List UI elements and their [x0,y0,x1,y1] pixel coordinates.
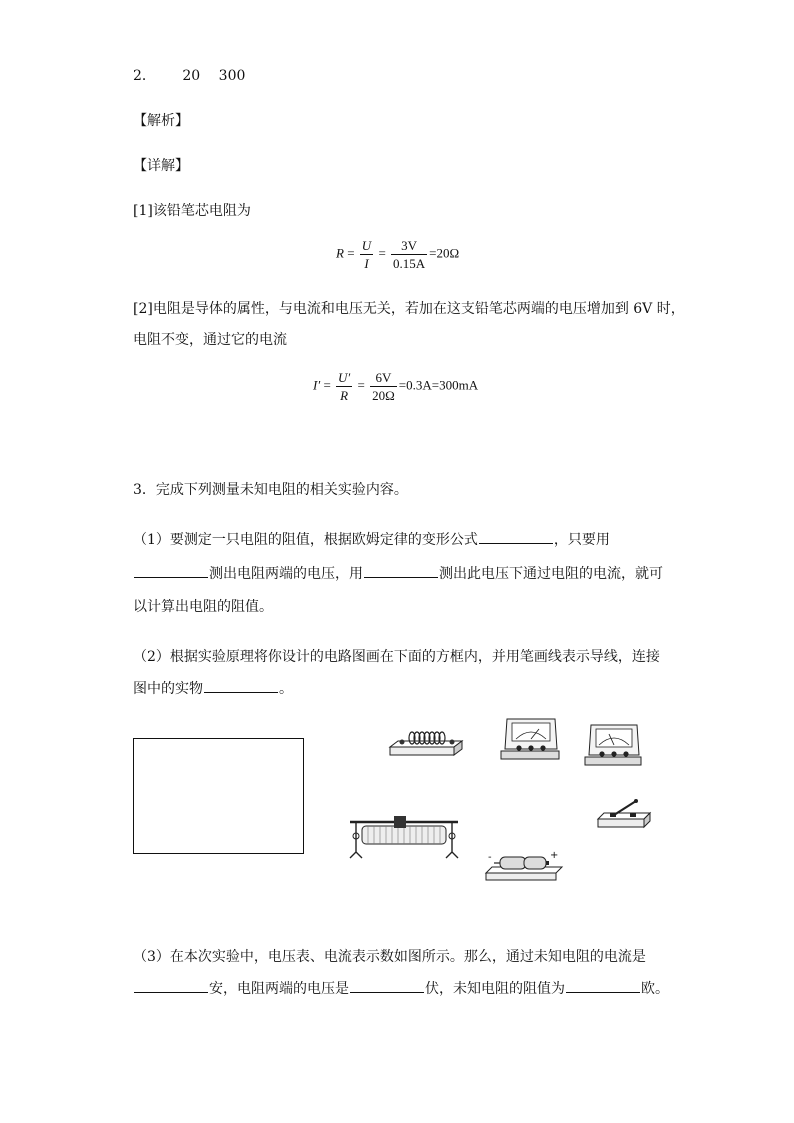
eq1-den-val: 0.15A [393,256,426,271]
answer-value-1: 20 [182,68,201,84]
answer-value-2: 300 [218,68,246,84]
q3-text-c: 欧。 [641,981,669,997]
circuit-diagram-box[interactable] [133,738,304,854]
wiring-blank[interactable] [204,678,278,693]
eq2-lhs: I′ [313,377,321,393]
equation-current: I′ = $\frac{U'}{R}$ = $\frac{6V}{20\Omega}$ =0.3A=300mA [313,370,479,403]
battery-minus-label: - [488,852,492,863]
resistance-value-blank[interactable] [566,978,640,993]
q3-text-b: 伏，未知电阻的阻值为 [425,981,565,997]
q3-text-a: 安，电阻两端的电压是 [209,981,349,997]
eq1-num-sym: U [361,238,372,253]
q2-text-a: 图中的实物 [133,681,203,697]
q3-line-2 [133,978,669,999]
battery-icon [484,849,564,883]
eq2-num-sym: U′ [338,370,351,385]
q2-line-1: （2）根据实验原理将你设计的电路图画在下面的方框内，并用笔画线表示导线，连接 [133,649,660,665]
eq1-result: =20Ω [429,245,460,261]
eq1-num-val: 3V [391,238,427,255]
eq2-result: =0.3A=300mA [398,377,479,393]
eq2-fraction-values [370,370,397,403]
answer-2-line [133,66,245,86]
analysis-label: 【解析】 [133,113,189,129]
eq1-fraction-values [391,238,427,271]
voltage-instrument-blank[interactable] [134,563,208,578]
q3-line-1: （3）在本次实验中，电压表、电流表示数如图所示。那么，通过未知电阻的电流是 [133,949,646,965]
answer-number: 2． [133,68,156,84]
question-3-title: 3．完成下列测量未知电阻的相关实验内容。 [133,482,408,498]
detail-paragraph-2-line-1: [2]电阻是导体的属性，与电流和电压无关，若加在这支铅笔芯两端的电压增加到 6V 时， [133,301,685,317]
eq2-den-sym: R [340,388,349,403]
switch-icon [596,797,652,833]
equation-resistance: R = $\frac{U}{I}$ = $\frac{3V}{0.15A}$ =20Ω [336,238,460,271]
q1-line-1 [133,529,610,550]
q2-text-b: 。 [279,681,293,697]
eq1-fraction-symbols [360,238,373,271]
battery-plus-label: + [550,850,559,861]
eq1-den-sym: I [364,256,369,271]
current-instrument-blank[interactable] [364,563,438,578]
q1-text-d: 测出此电压下通过电阻的电流，就可 [439,566,663,582]
ammeter-icon [583,723,643,769]
voltmeter-icon [499,717,561,763]
eq2-num-val: 6V [370,370,397,387]
detail-paragraph-2-line-2: 电阻不变，通过它的电流 [133,332,287,348]
q1-text-a: （1）要测定一只电阻的阻值，根据欧姆定律的变形公式 [133,532,478,548]
q1-text-c: 测出电阻两端的电压，用 [209,566,363,582]
q1-line-2 [133,563,663,584]
eq1-lhs: R [336,245,344,261]
detail-label: 【详解】 [133,158,189,174]
formula-blank[interactable] [479,529,553,544]
q1-line-3: 以计算出电阻的阻值。 [133,599,273,615]
rheostat-icon [348,812,460,864]
eq2-den-val: 20Ω [372,388,395,403]
eq2-fraction-symbols [336,370,352,403]
current-value-blank[interactable] [134,978,208,993]
detail-paragraph-1: [1]该铅笔芯电阻为 [133,203,251,219]
resistor-coil-icon [388,725,464,761]
voltage-value-blank[interactable] [350,978,424,993]
q2-line-2 [133,678,293,699]
q1-text-b: ，只要用 [553,532,610,548]
